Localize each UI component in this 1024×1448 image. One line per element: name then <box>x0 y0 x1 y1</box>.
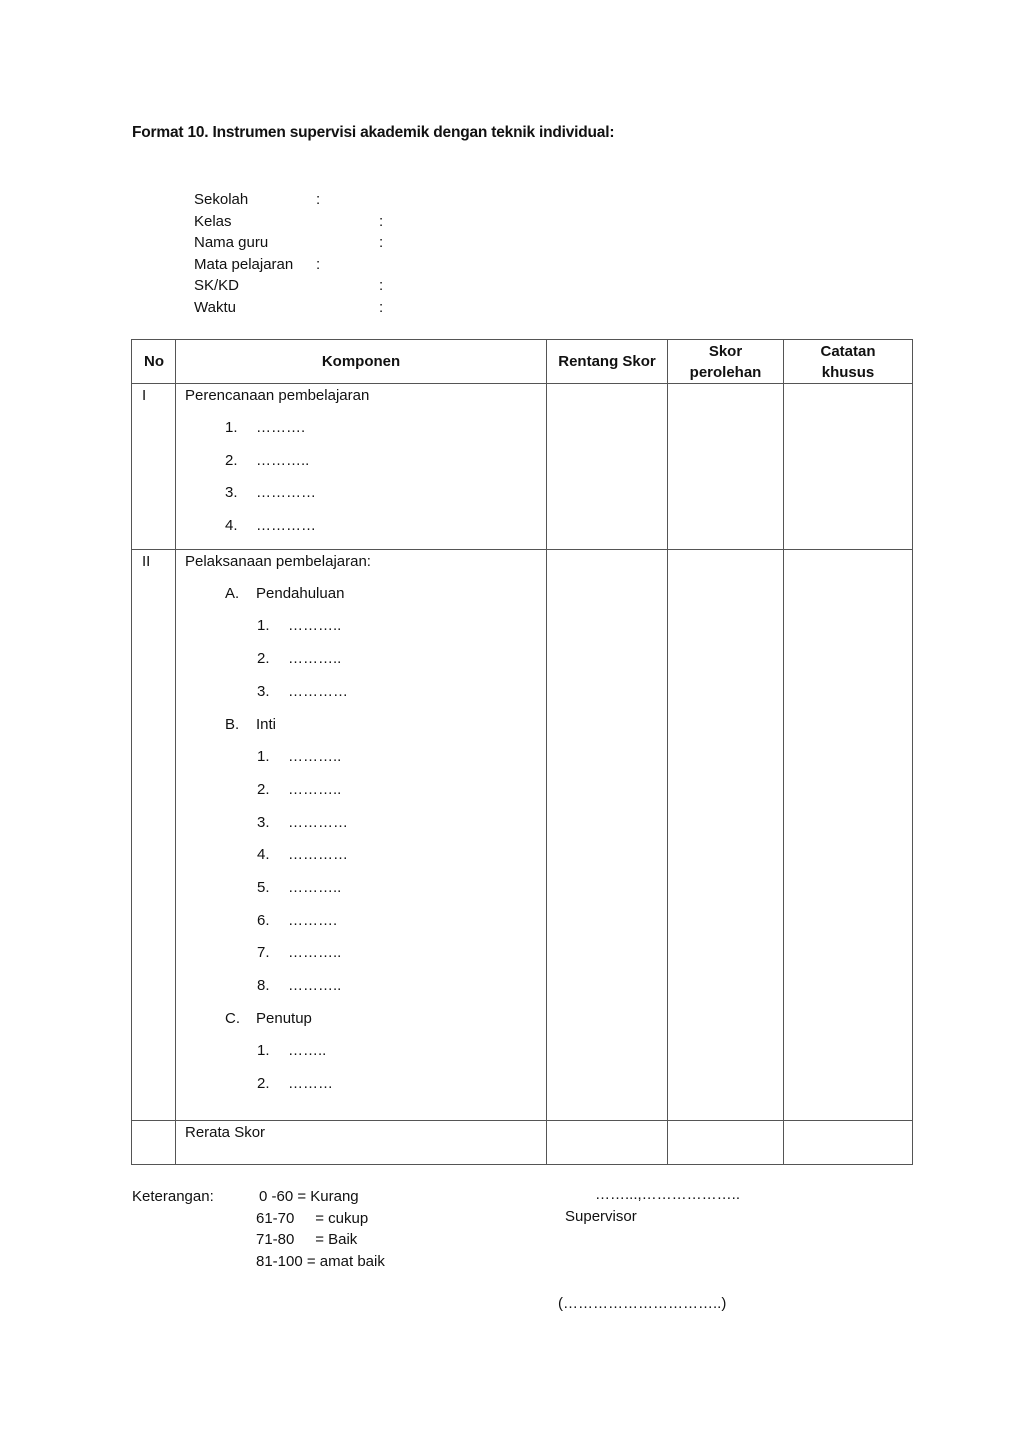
header-komponen: Komponen <box>176 340 547 384</box>
item-number: 3. <box>257 813 270 831</box>
skor-perolehan-cell <box>668 549 784 1120</box>
sub-letter: A. <box>225 584 240 602</box>
header-no: No <box>132 340 176 384</box>
item-text: ……….. <box>288 617 342 635</box>
item-number: 4. <box>225 517 238 535</box>
item-text: ………… <box>256 517 316 535</box>
list-item <box>185 780 546 813</box>
item-text: ………. <box>288 911 338 929</box>
keterangan-list <box>256 1186 385 1272</box>
header-catatan-line2: khusus <box>821 363 875 381</box>
signature-date: ……...,……………….. <box>595 1186 741 1203</box>
item-number: 3. <box>225 484 238 502</box>
list-item <box>185 1074 546 1107</box>
item-text: ………… <box>288 682 348 700</box>
item-number: 2. <box>225 451 238 469</box>
item-number: 4. <box>257 846 270 864</box>
rentang-skor-cell <box>547 1120 668 1164</box>
list-item <box>185 616 546 649</box>
item-number: 1. <box>257 617 270 635</box>
item-number: 2. <box>257 1075 270 1093</box>
skor-perolehan-cell <box>668 1120 784 1164</box>
item-number: 2. <box>257 650 270 668</box>
info-row-sk-kd <box>194 275 384 297</box>
item-number: 8. <box>257 977 270 994</box>
sub-title: Penutup <box>256 1009 312 1027</box>
table-row-pelaksanaan <box>132 549 913 1120</box>
list-item <box>185 845 546 878</box>
sub-letter: C. <box>225 1009 240 1027</box>
row-number: I <box>132 384 176 550</box>
sub-heading <box>185 715 546 748</box>
section-title: Pelaksanaan pembelajaran: <box>185 552 371 570</box>
info-row-kelas <box>194 211 384 233</box>
item-text: ……….. <box>288 650 342 668</box>
header-skor-line2: perolehan <box>689 363 762 381</box>
list-item <box>185 516 546 549</box>
info-row-sekolah <box>194 189 321 211</box>
sub-heading <box>185 1009 546 1042</box>
item-number: 6. <box>257 911 270 929</box>
list-item <box>185 1041 546 1074</box>
info-row-nama-guru <box>194 232 384 254</box>
sub-heading <box>185 584 546 617</box>
header-skor-line1: Skor <box>708 342 743 360</box>
info-fields <box>194 189 384 319</box>
info-label: Mata pelajaran <box>194 255 294 273</box>
item-number: 1. <box>225 419 238 436</box>
catatan-khusus-cell <box>784 384 913 550</box>
list-item <box>185 418 546 451</box>
info-colon: : <box>316 191 321 208</box>
item-number: 7. <box>257 944 270 962</box>
item-text: ………… <box>256 484 316 502</box>
rentang-skor-cell <box>547 384 668 550</box>
info-label: Kelas <box>194 212 232 230</box>
info-label: Sekolah <box>194 191 249 208</box>
catatan-khusus-cell <box>784 1120 913 1164</box>
item-number: 3. <box>257 682 270 700</box>
komponen-cell <box>176 384 547 550</box>
signature-role: Supervisor <box>565 1208 637 1225</box>
table-header-row <box>132 340 913 384</box>
supervision-table <box>131 339 913 1165</box>
item-number: 1. <box>257 1042 270 1060</box>
info-colon: : <box>316 255 321 273</box>
list-item <box>185 747 546 780</box>
item-text: ……….. <box>288 748 342 766</box>
page-title: Format 10. Instrumen supervisi akademik dengan teknik individual: <box>132 124 615 141</box>
list-item <box>185 943 546 976</box>
item-text: ……….. <box>256 451 310 469</box>
keterangan-item: 71-80 = Baik <box>256 1231 358 1248</box>
keterangan-item: 0 -60 = Kurang <box>259 1188 359 1205</box>
info-colon: : <box>379 212 384 230</box>
list-item <box>185 451 546 484</box>
skor-perolehan-cell <box>668 384 784 550</box>
sub-title: Pendahuluan <box>256 584 345 602</box>
sub-letter: B. <box>225 715 240 733</box>
komponen-cell <box>176 549 547 1120</box>
info-row-waktu <box>194 297 384 319</box>
item-text: ……….. <box>288 780 342 798</box>
table-row-perencanaan <box>132 384 913 550</box>
info-label: SK/KD <box>194 277 240 295</box>
info-row-mata-pelajaran <box>194 254 321 276</box>
item-text: ……… <box>288 1075 333 1093</box>
keterangan-item: 61-70 = cukup <box>256 1209 369 1227</box>
list-item <box>185 682 546 715</box>
item-text: ………. <box>256 419 306 436</box>
item-text: ………… <box>288 813 348 831</box>
item-number: 1. <box>257 748 270 766</box>
keterangan-item: 81-100 = amat baik <box>256 1252 385 1270</box>
item-text: …….. <box>288 1042 327 1060</box>
keterangan-label: Keterangan: <box>132 1188 214 1205</box>
list-item <box>185 813 546 846</box>
item-text: ………… <box>288 846 348 864</box>
info-colon: : <box>379 277 384 295</box>
rerata-label: Rerata Skor <box>185 1123 266 1141</box>
signature-name: (…………………………..) <box>558 1295 727 1312</box>
list-item <box>185 878 546 911</box>
header-catatan-khusus <box>784 340 913 384</box>
header-rentang-skor: Rentang Skor <box>547 340 668 384</box>
item-text: ……….. <box>288 944 342 962</box>
komponen-cell <box>176 1120 547 1164</box>
item-number: 2. <box>257 780 270 798</box>
header-catatan-line1: Catatan <box>820 342 876 360</box>
sub-title: Inti <box>256 715 277 733</box>
info-colon: : <box>379 234 384 252</box>
list-item <box>185 483 546 516</box>
info-colon: : <box>379 298 384 316</box>
rentang-skor-cell <box>547 549 668 1120</box>
list-item <box>185 911 546 944</box>
info-label: Waktu <box>194 298 236 316</box>
list-item <box>185 976 546 1009</box>
catatan-khusus-cell <box>784 549 913 1120</box>
item-text: ……….. <box>288 977 342 994</box>
section-title: Perencanaan pembelajaran <box>185 387 370 404</box>
item-number: 5. <box>257 878 270 896</box>
table-row-rerata <box>132 1120 913 1164</box>
header-skor-perolehan <box>668 340 784 384</box>
list-item <box>185 649 546 682</box>
info-label: Nama guru <box>194 234 269 252</box>
item-text: ……….. <box>288 878 342 896</box>
row-number: II <box>132 549 176 1120</box>
row-number <box>132 1120 176 1164</box>
